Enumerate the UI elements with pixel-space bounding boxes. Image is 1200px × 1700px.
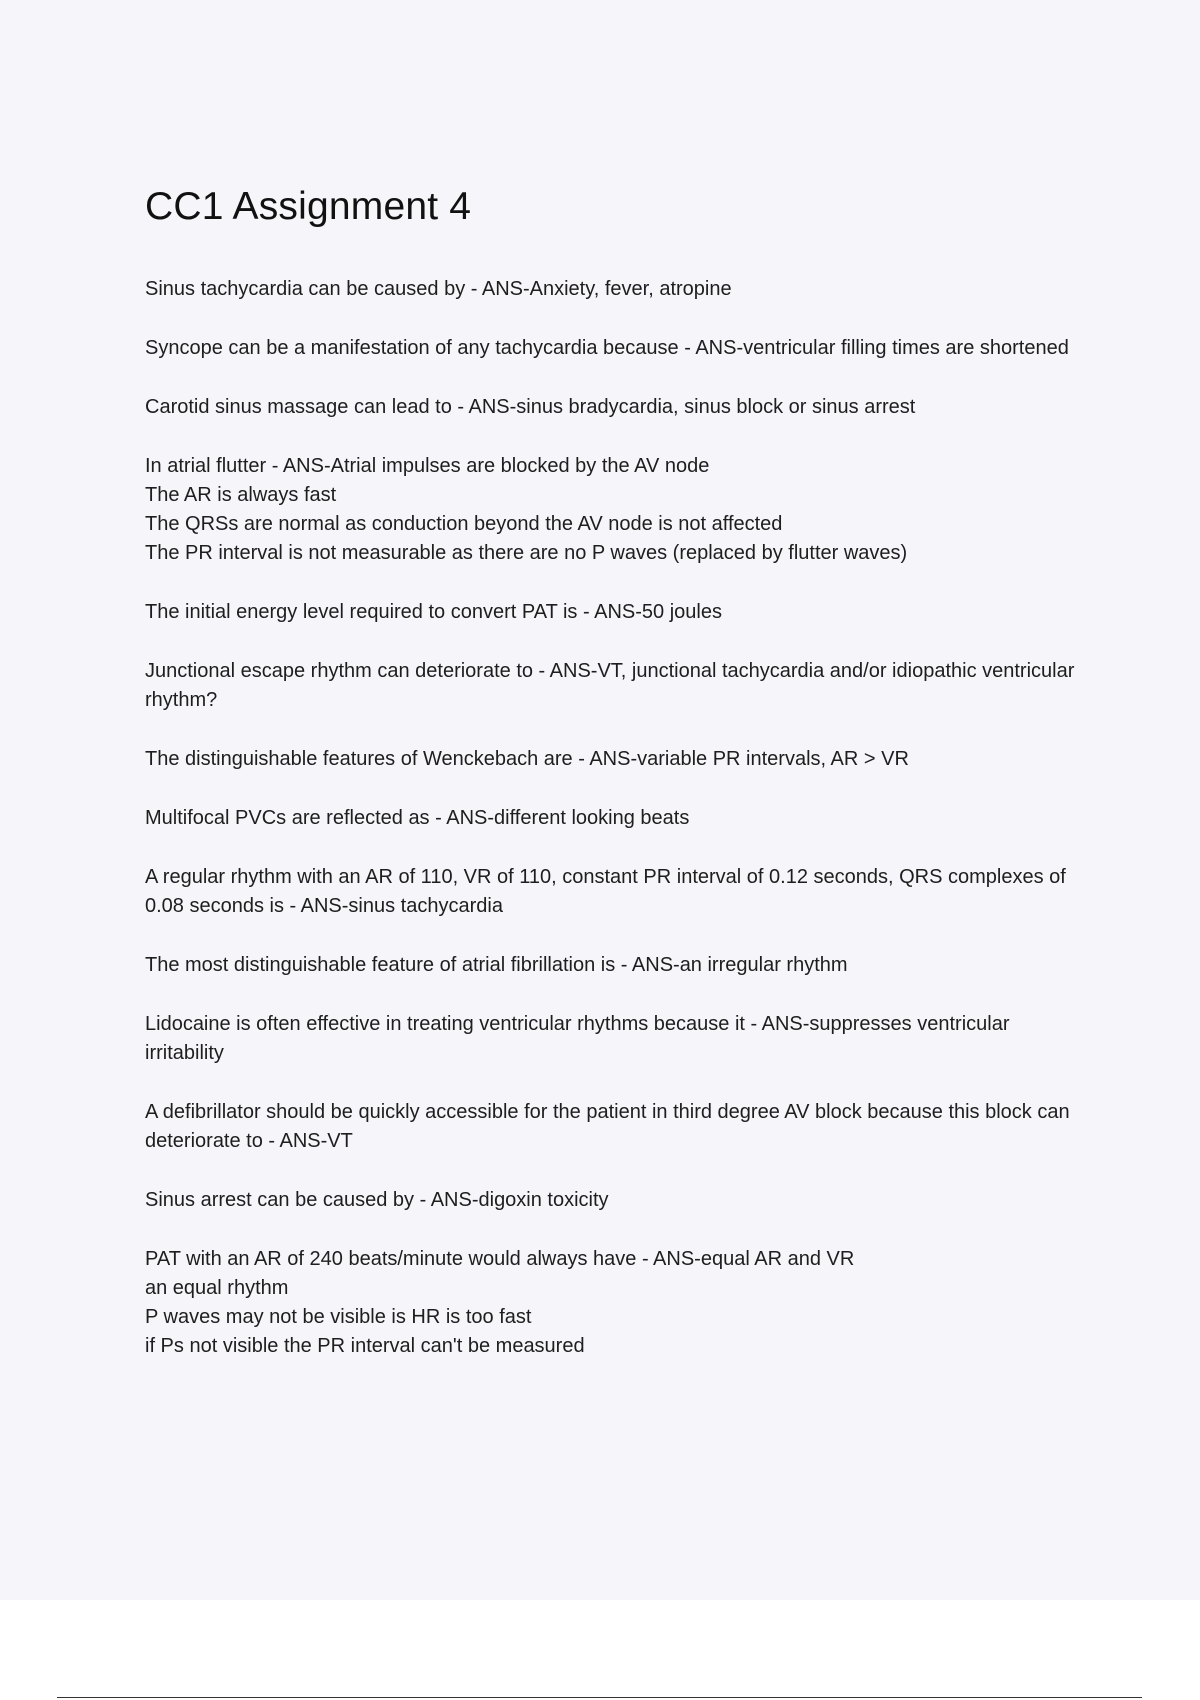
qa-question-line: The initial energy level required to convert PAT is - ANS-50 joules — [145, 601, 722, 623]
qa-answer-line: The AR is always fast — [145, 484, 337, 506]
qa-item — [145, 951, 1080, 980]
qa-question-line: Sinus arrest can be caused by - ANS-digoxin toxicity — [145, 1189, 609, 1211]
qa-question-line: Carotid sinus massage can lead to - ANS-sinus bradycardia, sinus block or sinus arrest — [145, 396, 916, 418]
page-footer-rule — [57, 1697, 1142, 1698]
qa-answer-line: The QRSs are normal as conduction beyond the AV node is not affected — [145, 513, 783, 535]
qa-item — [145, 1245, 1080, 1361]
qa-item — [145, 275, 1080, 304]
qa-question-line: Multifocal PVCs are reflected as - ANS-different looking beats — [145, 807, 690, 829]
qa-question-line: Syncope can be a manifestation of any tachycardia because - ANS-ventricular filling times are shortened — [145, 337, 1069, 359]
qa-item — [145, 334, 1080, 363]
qa-question-line: The most distinguishable feature of atrial fibrillation is - ANS-an irregular rhythm — [145, 954, 848, 976]
qa-answer-line: if Ps not visible the PR interval can't be measured — [145, 1335, 585, 1357]
qa-list — [145, 275, 1080, 1361]
qa-item — [145, 598, 1080, 627]
qa-item — [145, 657, 1080, 715]
qa-item — [145, 804, 1080, 833]
qa-item — [145, 393, 1080, 422]
qa-item — [145, 1186, 1080, 1215]
qa-question-line: In atrial flutter - ANS-Atrial impulses are blocked by the AV node — [145, 455, 710, 477]
qa-answer-line: an equal rhythm — [145, 1277, 289, 1299]
qa-question-line: Junctional escape rhythm can deteriorate to - ANS-VT, junctional tachycardia and/or idiopathic ventricular rhythm? — [145, 660, 1075, 711]
qa-answer-line: P waves may not be visible is HR is too fast — [145, 1306, 532, 1328]
qa-item — [145, 745, 1080, 774]
qa-item — [145, 1010, 1080, 1068]
qa-item — [145, 863, 1080, 921]
qa-item — [145, 452, 1080, 568]
qa-question-line: A defibrillator should be quickly accessible for the patient in third degree AV block because this block can deteriorate to - ANS-VT — [145, 1101, 1070, 1152]
qa-question-line: The distinguishable features of Wenckebach are - ANS-variable PR intervals, AR > VR — [145, 748, 909, 770]
qa-question-line: PAT with an AR of 240 beats/minute would always have - ANS-equal AR and VR — [145, 1248, 855, 1270]
document-content — [145, 183, 1080, 1391]
qa-item — [145, 1098, 1080, 1156]
qa-question-line: Lidocaine is often effective in treating ventricular rhythms because it - ANS-suppresses ventricular irritability — [145, 1013, 1010, 1064]
qa-question-line: A regular rhythm with an AR of 110, VR of 110, constant PR interval of 0.12 seconds, QRS complexes of 0.08 seconds is - ANS-sinus tachycardia — [145, 866, 1066, 917]
qa-answer-line: The PR interval is not measurable as there are no P waves (replaced by flutter waves) — [145, 542, 908, 564]
document-title: CC1 Assignment 4 — [145, 185, 472, 228]
qa-question-line: Sinus tachycardia can be caused by - ANS-Anxiety, fever, atropine — [145, 278, 732, 300]
